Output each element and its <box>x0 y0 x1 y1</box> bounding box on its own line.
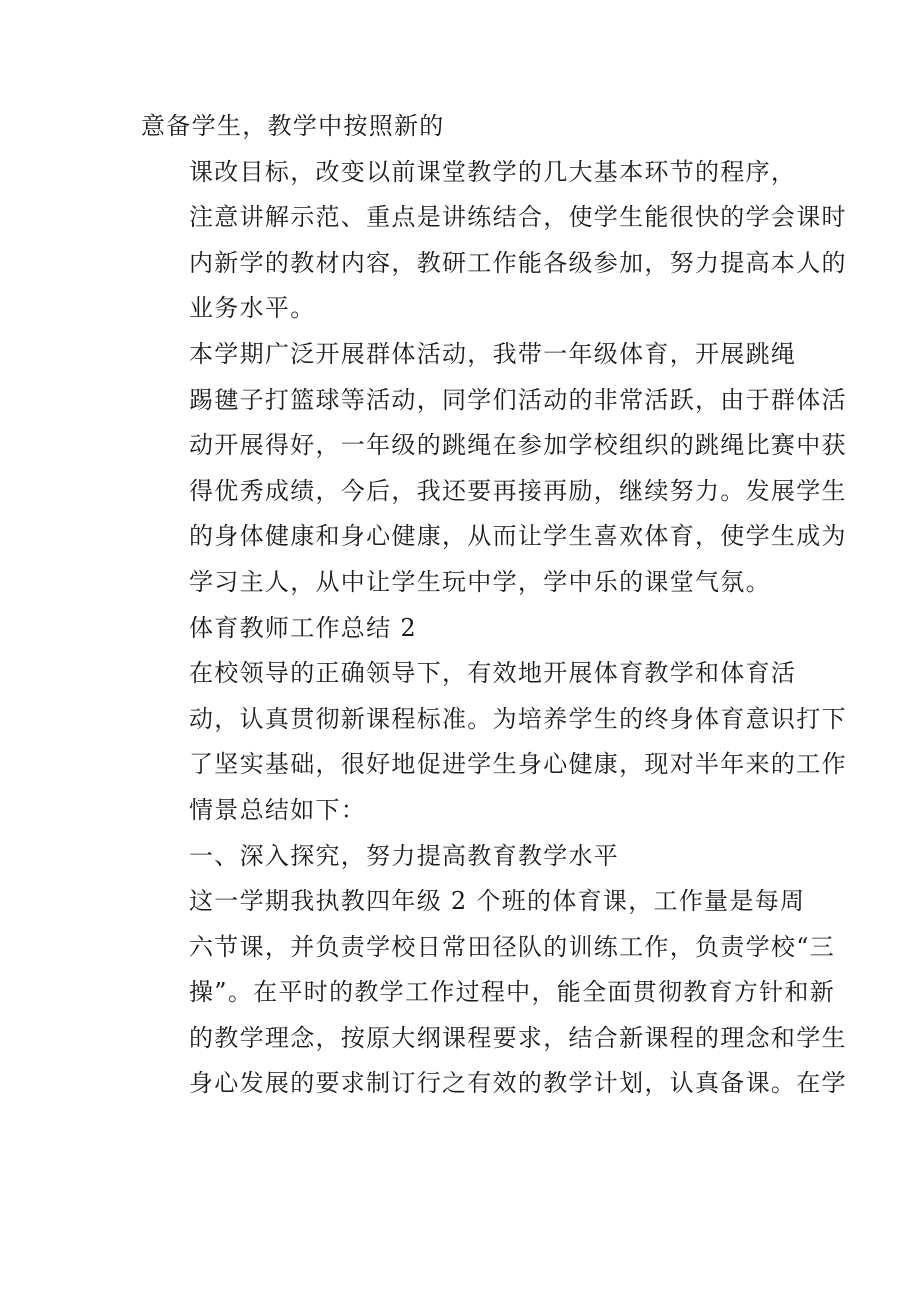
paragraph-group-activities <box>141 332 847 606</box>
text-line: 课改目标，改变以前课堂教学的几大基本环节的程序， <box>189 157 797 186</box>
text-line: 内新学的教材内容，教研工作能各级参加，努力提高本人的 <box>189 248 847 277</box>
paragraph-curriculum-reform <box>141 150 847 332</box>
text-line: 在校领导的正确领导下，有效地开展体育教学和体育活 <box>189 659 797 688</box>
text-line: 的教学理念，按原大纲课程要求，结合新课程的理念和学生 <box>189 1023 847 1052</box>
section-heading-summary-2: 体育教师工作总结 2 <box>189 613 417 642</box>
text-line: 了坚实基础，很好地促进学生身心健康，现对半年来的工作 <box>189 750 847 779</box>
text-line: 情景总结如下： <box>189 795 367 824</box>
text-line: 业务水平。 <box>189 294 316 323</box>
text-line: 注意讲解示范、重点是讲练结合，使学生能很快的学会课时 <box>189 203 847 232</box>
paragraph-continuation <box>141 104 781 150</box>
text-line: 操”。在平时的教学工作过程中，能全面贯彻教育方针和新 <box>189 978 836 1007</box>
text-line: 动开展得好，一年级的跳绳在参加学校组织的跳绳比赛中获 <box>189 431 847 460</box>
paragraph-leadership <box>141 651 847 833</box>
text-line: 身心发展的要求制订行之有效的教学计划，认真备课。在学 <box>189 1069 847 1098</box>
paragraph-teaching-work <box>141 879 847 1107</box>
text-line: 本学期广泛开展群体活动，我带一年级体育，开展跳绳 <box>189 339 797 368</box>
text-line: 得优秀成绩，今后，我还要再接再励，继续努力。发展学生 <box>189 476 847 505</box>
text-line: 这一学期我执教四年级 2 个班的体育课，工作量是每周 <box>189 887 806 916</box>
text-line: 意备学生，教学中按照新的 <box>141 112 445 140</box>
document-body <box>141 104 847 1107</box>
text-line: 六节课，并负责学校日常田径队的训练工作，负责学校“三 <box>189 932 836 961</box>
text-line: 踢毽子打篮球等活动，同学们活动的非常活跃，由于群体活 <box>189 385 847 414</box>
text-line: 学习主人，从中让学生玩中学，学中乐的课堂气氛。 <box>189 567 771 596</box>
section-heading-teaching-level: 一、深入探究，努力提高教育教学水平 <box>189 841 620 870</box>
text-line: 的身体健康和身心健康，从而让学生喜欢体育，使学生成为 <box>189 522 847 551</box>
text-line: 动，认真贯彻新课程标准。为培养学生的终身体育意识打下 <box>189 704 847 733</box>
